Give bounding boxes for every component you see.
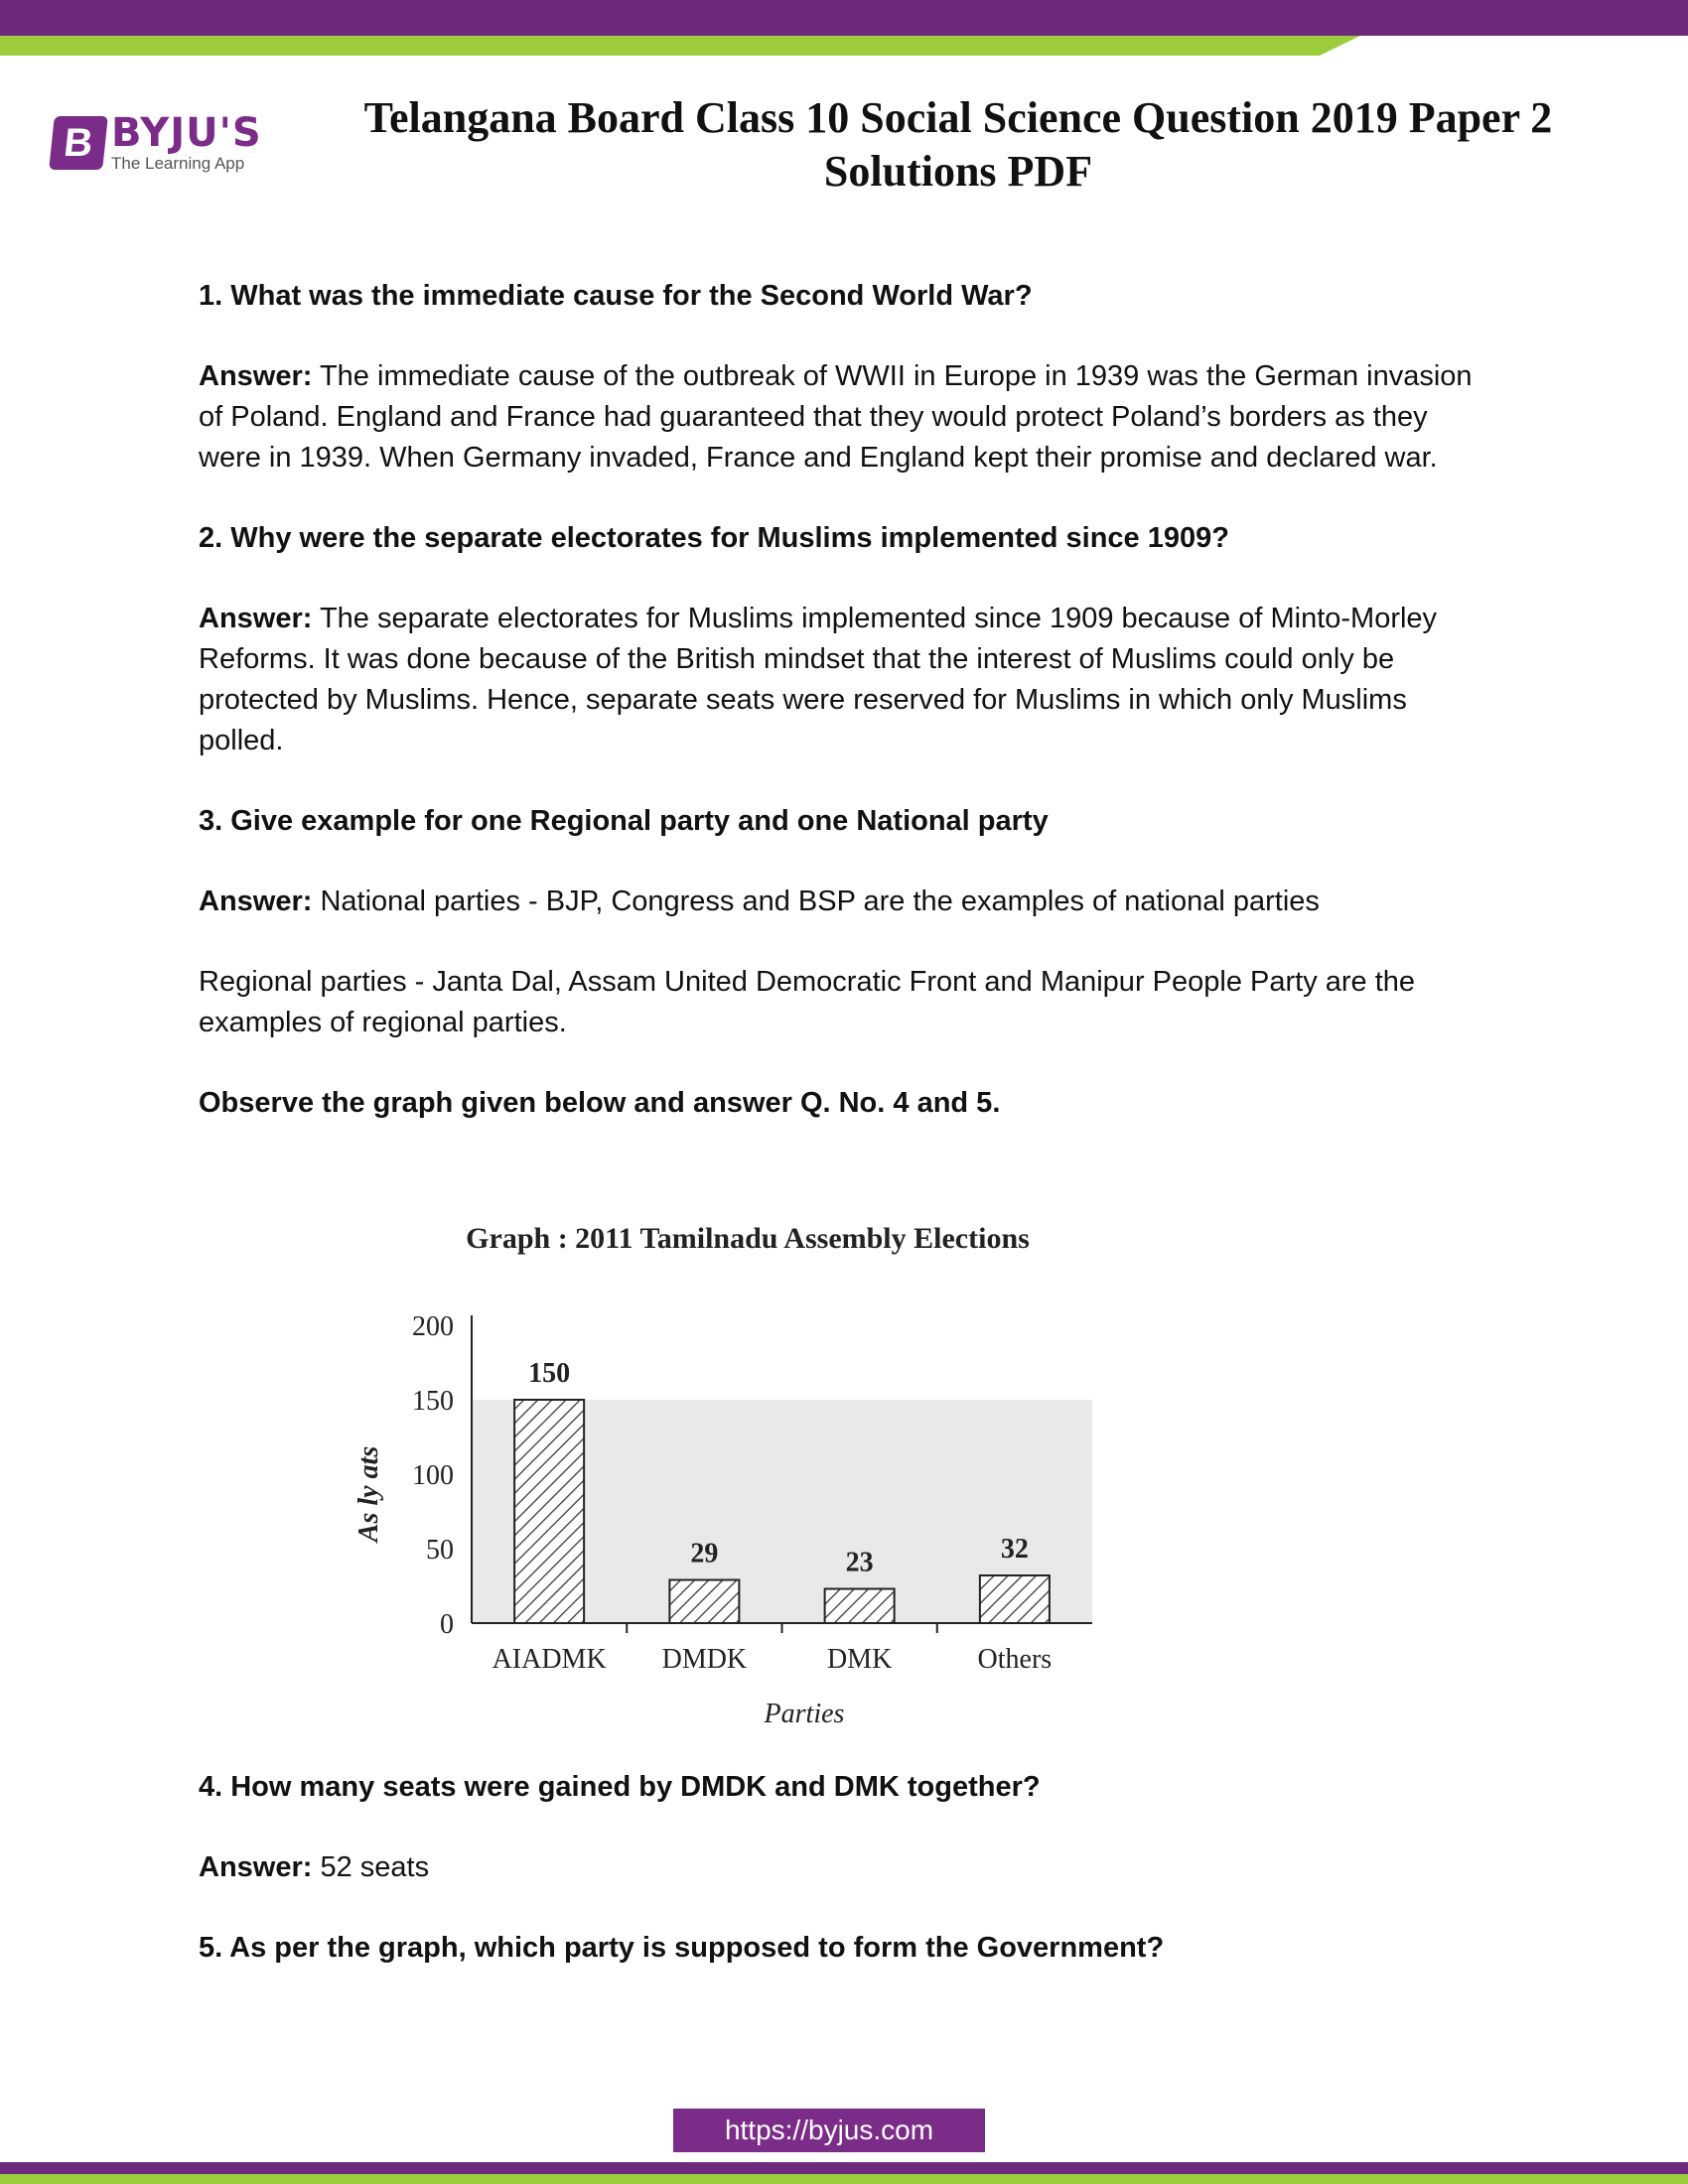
answer-1: [199, 356, 1489, 478]
byjus-website-link[interactable]: https://byjus.com: [673, 2109, 985, 2152]
answer-3-national: National parties - BJP, Congress and BSP are the examples of national parties: [320, 886, 1320, 917]
bar-value-label: 150: [528, 1358, 571, 1389]
document-body-continued: [199, 1767, 1489, 2008]
bottom-decorative-bar: [0, 2162, 1688, 2174]
question-1: 1. What was the immediate cause for the Second World War?: [199, 280, 1033, 312]
bottom-accent-bar: [0, 2174, 1688, 2184]
bar-value-label: 32: [1000, 1534, 1029, 1565]
y-tick-label: 50: [426, 1535, 454, 1566]
page-title: Telangana Board Class 10 Social Science Question 2019 Paper 2 Solutions PDF: [363, 93, 1553, 196]
x-tick-label: AIADMK: [492, 1644, 607, 1675]
question-5: 5. As per the graph, which party is supposed to form the Government?: [199, 1932, 1165, 1964]
bar-dmdk: [669, 1580, 739, 1624]
document-body: [199, 276, 1489, 1163]
y-axis-label: As ly ats: [353, 1445, 384, 1543]
bar-aiadmk: [514, 1400, 584, 1623]
y-tick-label: 0: [440, 1609, 454, 1640]
question-3: 3. Give example for one Regional party and one National party: [199, 805, 1049, 837]
logo-text: [111, 110, 262, 173]
logo-mark-icon: B: [49, 116, 108, 170]
answer-4-text: 52 seats: [320, 1851, 430, 1883]
question-2: 2. Why were the separate electorates for Muslims implemented since 1909?: [199, 522, 1229, 554]
byjus-logo[interactable]: [52, 110, 262, 173]
chart-svg: [338, 1206, 1132, 1742]
logo-tagline: The Learning App: [111, 154, 245, 173]
question-4: 4. How many seats were gained by DMDK and DMK together?: [199, 1771, 1041, 1803]
y-tick-label: 100: [412, 1460, 454, 1491]
answer-label: Answer:: [199, 603, 313, 634]
answer-label: Answer:: [199, 886, 313, 917]
answer-1-text: The immediate cause of the outbreak of WWII in Europe in 1939 was the German invasion of Poland. England and France had guaranteed that they would protect Poland’s borders as they were in 1939. When Germany invaded, France and England kept their promise and declared war.: [199, 360, 1473, 474]
answer-2: [199, 599, 1489, 761]
top-accent-bar: [0, 36, 1360, 56]
x-tick-label: DMK: [826, 1644, 893, 1675]
chart-title: Graph : 2011 Tamilnadu Assembly Elections: [466, 1222, 1030, 1255]
answer-label: Answer:: [199, 360, 313, 392]
answer-label: Answer:: [199, 1851, 313, 1883]
x-axis-label: Parties: [764, 1699, 845, 1729]
bar-others: [980, 1575, 1050, 1623]
logo-name: BYJU'S: [111, 110, 262, 156]
y-tick-label: 150: [412, 1386, 454, 1417]
bar-value-label: 29: [690, 1538, 719, 1570]
y-tick-label: 200: [412, 1311, 454, 1342]
bar-dmk: [825, 1589, 895, 1624]
top-decorative-bar: [0, 0, 1688, 36]
graph-instruction: Observe the graph given below and answer Q. No. 4 and 5.: [199, 1087, 1001, 1119]
x-tick-label: Others: [977, 1644, 1053, 1675]
answer-2-text: The separate electorates for Muslims implemented since 1909 because of Minto-Morley Reforms. It was done because of the British mindset that the interest of Muslims could only be protected by Muslims. Hence, separate seats were reserved for Muslims in which only Muslims polled.: [199, 603, 1438, 756]
bar-value-label: 23: [845, 1547, 874, 1578]
answer-3-regional: Regional parties - Janta Dal, Assam United Democratic Front and Manipur People Party are the examples of regional parties.: [199, 966, 1416, 1038]
answer-4: [199, 1847, 1489, 1888]
answer-3: [199, 882, 1489, 922]
seats-bar-chart: [338, 1206, 1132, 1742]
x-tick-label: DMDK: [661, 1644, 748, 1675]
